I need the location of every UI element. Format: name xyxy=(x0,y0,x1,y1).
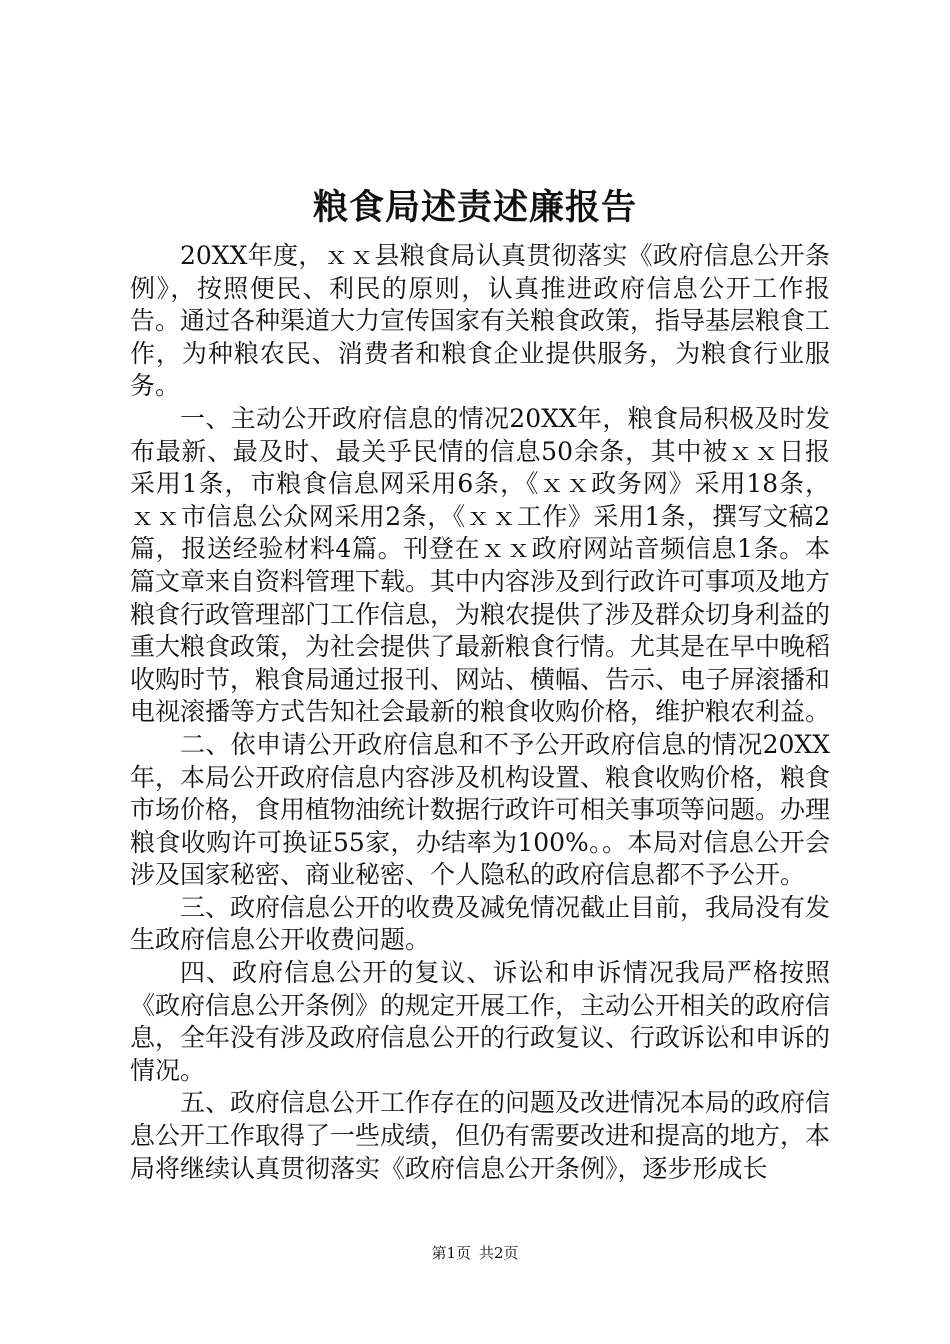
paragraph-section-3: 三、政府信息公开的收费及减免情况截止目前，我局没有发生政府信息公开收费问题。 xyxy=(130,892,831,955)
document-title: 粮食局述责述廉报告 xyxy=(312,187,637,228)
document-body xyxy=(130,240,830,1185)
paragraph-section-5: 五、政府信息公开工作存在的问题及改进情况本局的政府信息公开工作取得了一些成绩，但仍有需要改进和提高的地方，本局将继续认真贯彻落实《政府信息公开条例》，逐步形成长 xyxy=(130,1088,831,1183)
paragraph-section-4: 四、政府信息公开的复议、诉讼和申诉情况我局严格按照《政府信息公开条例》的规定开展工作，主动公开相关的政府信息，全年没有涉及政府信息公开的行政复议、行政诉讼和申诉的情况。 xyxy=(130,958,831,1085)
paragraph-section-1: 一、主动公开政府信息的情况20XX年，粮食局积极及时发布最新、最及时、最关乎民情的信息50余条，其中被ｘｘ日报采用1条，市粮食信息网采用6条，《ｘｘ政务网》采用18条，ｘｘ市信息公众网采用2条，《ｘｘ工作》采用1条，撰写文稿2篇，报送经验材料4篇。刊登在ｘｘ政府网站音频信息1条。本篇文章来自资料管理下载。其中内容涉及到行政许可事项及地方粮食行政管理部门工作信息，为粮农提供了涉及群众切身利益的重大粮食政策，为社会提供了最新粮食行情。尤其是在早中晚稻收购时节，粮食局通过报刊、网站、横幅、告示、电子屏滚播和电视滚播等方式告知社会最新的粮食收购价格，维护粮农利益。 xyxy=(130,403,831,727)
paragraph-section-2: 二、依申请公开政府信息和不予公开政府信息的情况20XX年，本局公开政府信息内容涉及机构设置、粮食收购价格，粮食市场价格，食用植物油统计数据行政许可相关事项等问题。办理粮食收购许可换证55家，办结率为100%。。本局对信息公开会涉及国家秘密、商业秘密、个人隐私的政府信息都不予公开。 xyxy=(130,729,831,890)
page-footer xyxy=(0,1243,950,1263)
page-number-total: 共2页 xyxy=(479,1244,519,1262)
page-number-current: 第1页 xyxy=(431,1244,471,1262)
paragraph-intro: 20XX年度，ｘｘ县粮食局认真贯彻落实《政府信息公开条例》，按照便民、利民的原则，认真推进政府信息公开工作报告。通过各种渠道大力宣传国家有关粮食政策，指导基层粮食工作，为种粮农民、消费者和粮食企业提供服务，为粮食行业服务。 xyxy=(130,241,831,401)
